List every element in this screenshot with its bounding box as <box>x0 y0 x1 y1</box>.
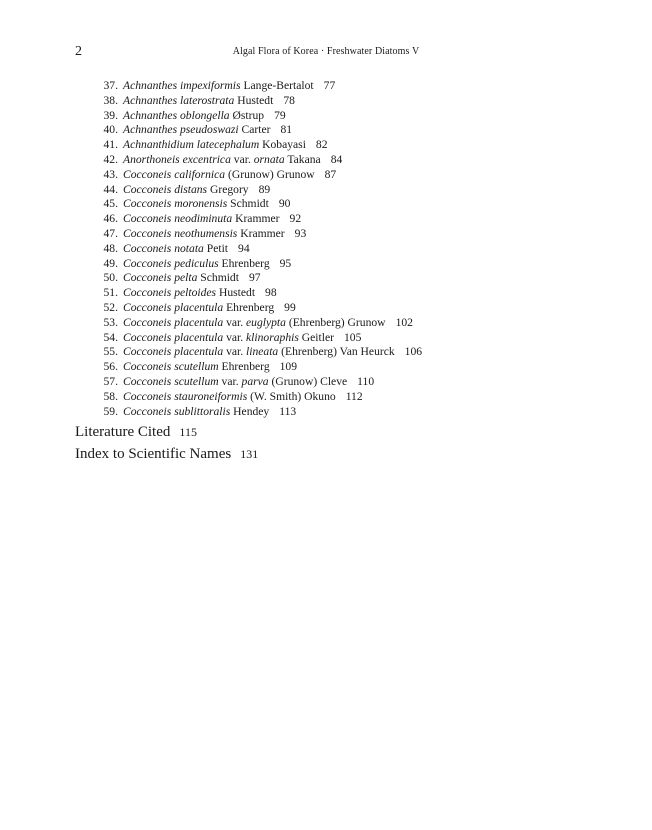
toc-entry[interactable] <box>0 405 652 420</box>
entry-number: 37. <box>103 79 118 92</box>
entry-title <box>123 301 274 316</box>
entry-title <box>123 390 336 405</box>
variety-label: var. <box>221 374 239 388</box>
authority: Petit <box>206 241 229 255</box>
entry-title <box>123 153 321 168</box>
authority: Ehrenberg <box>221 360 270 374</box>
entry-page-number: 78 <box>283 93 295 107</box>
entry-page-number: 99 <box>284 300 296 314</box>
genus-name: Cocconeis <box>123 182 172 196</box>
toc-entry[interactable] <box>0 331 652 346</box>
species-epithet: moronensis <box>174 197 228 211</box>
variety-label: var. <box>226 345 244 359</box>
entry-number: 45. <box>103 197 118 211</box>
authority: Carter <box>241 123 271 137</box>
entry-title <box>123 316 386 331</box>
entry-number: 57. <box>103 374 118 388</box>
entry-number: 38. <box>103 93 118 107</box>
entry-title <box>123 286 255 301</box>
entry-page-number: 89 <box>258 182 271 196</box>
genus-name: Cocconeis <box>123 315 172 329</box>
species-epithet: latecephalum <box>196 138 260 152</box>
toc-entry[interactable] <box>0 212 652 227</box>
entry-title <box>123 138 306 153</box>
authority: Takana <box>287 152 321 166</box>
toc-list <box>0 79 652 419</box>
entry-number: 42. <box>103 152 118 166</box>
genus-name: Cocconeis <box>123 300 172 314</box>
species-epithet: neodiminuta <box>174 212 233 226</box>
authority: Krammer <box>235 212 280 226</box>
entry-number: 39. <box>103 108 118 122</box>
toc-entry[interactable] <box>0 94 652 109</box>
genus-name: Cocconeis <box>123 241 172 255</box>
entry-number: 40. <box>103 123 118 137</box>
page-header <box>0 44 652 60</box>
species-epithet: notata <box>174 241 204 255</box>
authority: Hustedt <box>218 286 256 300</box>
toc-entry[interactable] <box>0 153 652 168</box>
entry-title <box>123 197 269 212</box>
genus-name: Cocconeis <box>123 271 172 285</box>
genus-name: Achnanthidium <box>123 138 194 152</box>
entry-page-number: 95 <box>279 256 292 270</box>
entry-title <box>123 168 315 183</box>
entry-title <box>123 183 249 198</box>
species-epithet: placentula <box>174 315 224 329</box>
variety-name: lineata <box>246 345 279 359</box>
entry-number: 49. <box>103 256 118 270</box>
authority: Schmidt <box>230 197 269 211</box>
authority: Schmidt <box>200 271 239 285</box>
entry-title <box>123 375 347 390</box>
species-epithet: distans <box>174 182 208 196</box>
authority: Hendey <box>233 404 270 418</box>
genus-name: Cocconeis <box>123 330 172 344</box>
toc-entry[interactable] <box>0 123 652 138</box>
entry-number: 43. <box>103 167 118 181</box>
section-title: Literature Cited <box>75 424 171 440</box>
entry-page-number: 109 <box>279 360 298 374</box>
genus-name: Achnanthes <box>123 108 178 122</box>
entry-page-number: 82 <box>315 138 328 152</box>
toc-entry[interactable] <box>0 375 652 390</box>
species-epithet: laterostrata <box>180 93 235 107</box>
toc-entry[interactable] <box>0 390 652 405</box>
entry-page-number: 102 <box>395 315 413 329</box>
species-epithet: impexiformis <box>180 79 241 92</box>
entry-number: 58. <box>103 389 118 403</box>
entry-page-number: 110 <box>357 374 375 388</box>
toc-entry[interactable] <box>0 301 652 316</box>
toc-entry[interactable] <box>0 360 652 375</box>
genus-name: Cocconeis <box>123 212 172 226</box>
genus-name: Cocconeis <box>123 360 172 374</box>
genus-name: Cocconeis <box>123 167 172 181</box>
genus-name: Cocconeis <box>123 256 172 270</box>
entry-page-number: 77 <box>323 79 336 92</box>
species-epithet: pelta <box>174 271 198 285</box>
species-epithet: scutellum <box>174 374 219 388</box>
section-title: Index to Scientific Names <box>75 446 232 462</box>
toc-entry[interactable] <box>0 168 652 183</box>
entry-title <box>123 345 395 360</box>
genus-name: Achnanthes <box>123 123 178 137</box>
entry-page-number: 98 <box>265 286 277 300</box>
entry-number: 41. <box>103 138 118 152</box>
authority: Gregory <box>209 182 249 196</box>
toc-entry[interactable] <box>0 271 652 286</box>
toc-entry[interactable] <box>0 345 652 360</box>
species-epithet: scutellum <box>174 360 219 374</box>
authority: Ehrenberg <box>226 300 275 314</box>
authority: Hustedt <box>237 93 274 107</box>
entry-page-number: 112 <box>345 389 363 403</box>
entry-number: 47. <box>103 226 118 240</box>
entry-title <box>123 271 239 286</box>
variety-label: var. <box>233 152 251 166</box>
toc-entry[interactable] <box>0 316 652 331</box>
authority: Lange-Bertalot <box>243 79 314 92</box>
species-epithet: sublittoralis <box>174 404 231 418</box>
genus-name: Cocconeis <box>123 286 172 300</box>
entry-title <box>123 257 270 272</box>
entry-page-number: 105 <box>343 330 362 344</box>
genus-name: Anorthoneis <box>123 152 180 166</box>
species-epithet: californica <box>174 167 226 181</box>
entry-number: 56. <box>103 360 118 374</box>
genus-name: Cocconeis <box>123 197 172 211</box>
toc-entry[interactable] <box>0 197 652 212</box>
entry-page-number: 106 <box>404 345 423 359</box>
genus-name: Cocconeis <box>123 345 172 359</box>
toc-entry[interactable] <box>0 227 652 242</box>
entry-title <box>123 212 280 227</box>
entry-number: 52. <box>103 300 118 314</box>
species-epithet: pseudoswazi <box>180 123 239 137</box>
entry-number: 59. <box>103 404 118 418</box>
species-epithet: neothumensis <box>174 226 238 240</box>
entry-number: 50. <box>103 271 118 285</box>
entry-title <box>123 242 228 257</box>
entry-number: 54. <box>103 330 118 344</box>
entry-page-number: 79 <box>274 108 286 122</box>
entry-page-number: 113 <box>279 404 297 418</box>
authority: Geitler <box>301 330 334 344</box>
entry-title <box>123 227 285 242</box>
toc-section-index[interactable] <box>75 446 258 463</box>
variety-label: var. <box>226 315 244 329</box>
authority: Ehrenberg <box>221 256 270 270</box>
running-title: Algal Flora of Korea · Freshwater Diatoms V <box>232 46 420 57</box>
section-page-number: 115 <box>179 425 197 439</box>
authority: (Grunow) Cleve <box>271 374 348 388</box>
toc-entry[interactable] <box>0 286 652 301</box>
authority: (Ehrenberg) Van Heurck <box>281 345 395 359</box>
entry-number: 53. <box>103 315 118 329</box>
entry-page-number: 93 <box>294 226 307 240</box>
entry-page-number: 87 <box>324 167 337 181</box>
genus-name: Cocconeis <box>123 389 172 403</box>
entry-page-number: 81 <box>280 123 293 137</box>
toc-entry[interactable] <box>0 183 652 198</box>
toc-section-literature-cited[interactable] <box>75 424 197 441</box>
entry-title <box>123 405 269 420</box>
toc-entry[interactable] <box>0 109 652 124</box>
toc-entry[interactable] <box>0 242 652 257</box>
entry-title <box>123 360 270 375</box>
toc-entry[interactable] <box>0 257 652 272</box>
toc-entry[interactable] <box>0 79 652 94</box>
genus-name: Achnanthes <box>123 79 178 92</box>
entry-number: 46. <box>103 212 118 226</box>
species-epithet: peltoides <box>174 286 217 300</box>
entry-number: 55. <box>103 345 118 359</box>
entry-number: 51. <box>103 286 118 300</box>
species-epithet: pediculus <box>174 256 219 270</box>
genus-name: Cocconeis <box>123 404 172 418</box>
species-epithet: excentrica <box>182 152 231 166</box>
entry-title <box>123 79 314 94</box>
entry-page-number: 92 <box>289 212 302 226</box>
entry-title <box>123 94 273 109</box>
section-page-number: 131 <box>240 447 259 461</box>
species-epithet: placentula <box>174 345 224 359</box>
authority: (W. Smith) Okuno <box>250 389 336 403</box>
variety-name: ornata <box>253 152 285 166</box>
entry-page-number: 84 <box>330 152 343 166</box>
authority: (Ehrenberg) Grunow <box>288 315 386 329</box>
genus-name: Cocconeis <box>123 226 172 240</box>
entry-title <box>123 331 334 346</box>
variety-name: euglypta <box>246 315 286 329</box>
entry-number: 48. <box>103 241 118 255</box>
toc-entry[interactable] <box>0 138 652 153</box>
entry-page-number: 97 <box>248 271 261 285</box>
species-epithet: stauroneiformis <box>174 389 248 403</box>
species-epithet: placentula <box>174 330 224 344</box>
entry-page-number: 90 <box>278 197 291 211</box>
variety-name: parva <box>241 374 269 388</box>
authority: Kobayasi <box>262 138 306 152</box>
species-epithet: oblongella <box>180 108 230 122</box>
entry-number: 44. <box>103 182 118 196</box>
entry-page-number: 94 <box>238 241 250 255</box>
authority: Krammer <box>240 226 285 240</box>
entry-title <box>123 123 271 138</box>
variety-name: klinoraphis <box>246 330 299 344</box>
variety-label: var. <box>226 330 244 344</box>
species-epithet: placentula <box>174 300 224 314</box>
genus-name: Cocconeis <box>123 374 172 388</box>
entry-title <box>123 109 264 124</box>
authority: Østrup <box>232 108 265 122</box>
authority: (Grunow) Grunow <box>228 167 315 181</box>
genus-name: Achnanthes <box>123 93 178 107</box>
page-number: 2 <box>75 44 82 59</box>
